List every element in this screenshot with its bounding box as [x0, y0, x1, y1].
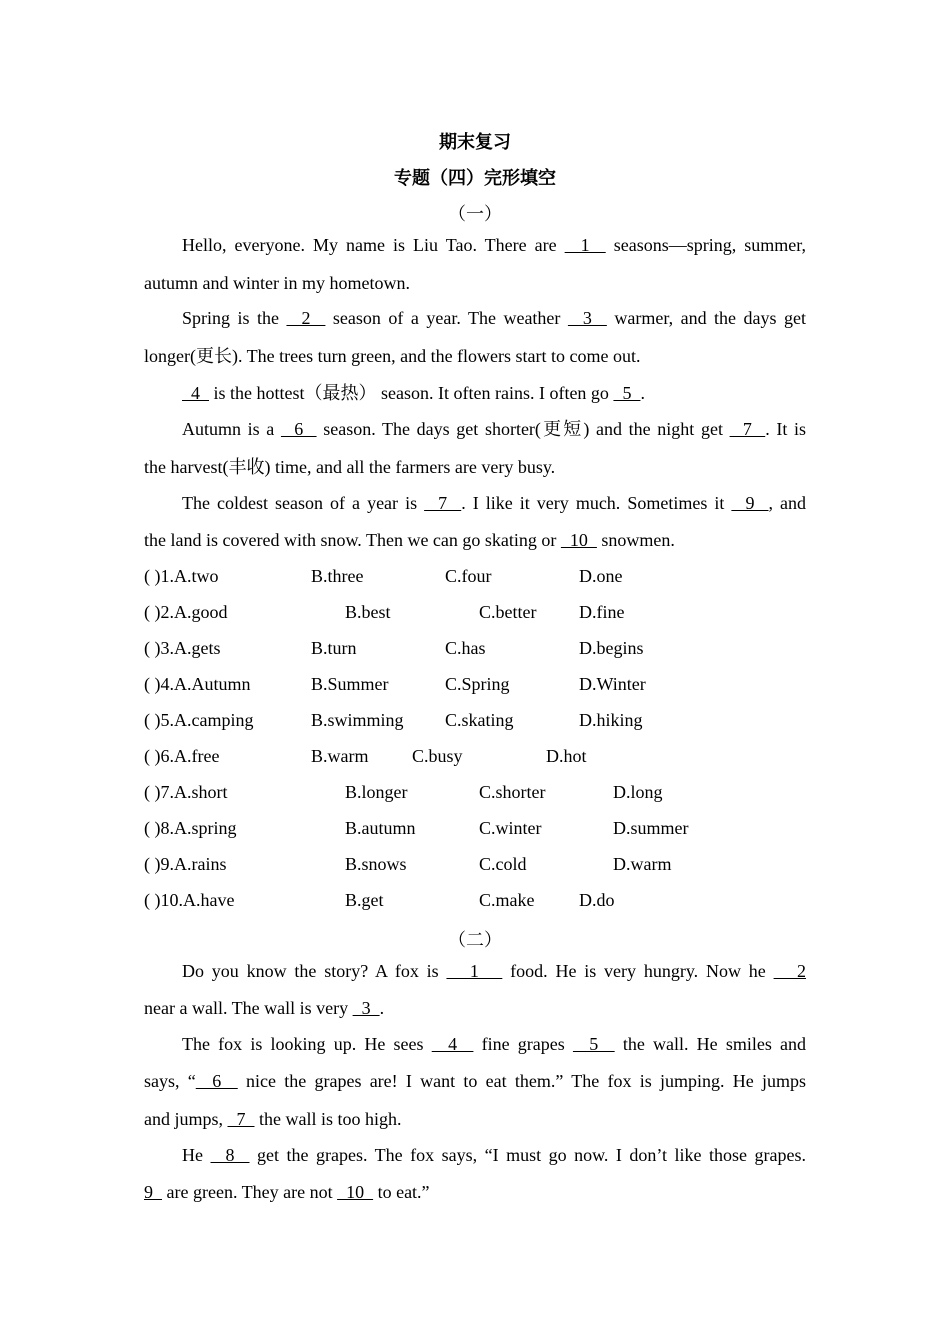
question-option-b: B.get — [345, 890, 384, 910]
page-subtitle: 专题（四）完形填空 — [394, 168, 556, 188]
blank: 2 — [773, 961, 807, 981]
blank: 1 — [446, 961, 503, 981]
passage-text: , and — [768, 493, 807, 513]
passage-text: Do you know the story? A fox is — [182, 961, 447, 981]
passage-text: to eat.” — [373, 1182, 430, 1202]
question-option-d: D.warm — [613, 854, 672, 874]
passage-text: near a wall. The wall is very — [144, 998, 353, 1018]
question-option-b: B.three — [311, 566, 364, 586]
question-option-b: B.best — [345, 602, 391, 622]
blank: 5 — [613, 383, 641, 403]
question-option-c: C.shorter — [479, 782, 546, 802]
passage-text: The fox is looking up. He sees — [182, 1034, 432, 1054]
passage-text: . It is — [765, 419, 807, 439]
question-option-a: ( )1.A.two — [144, 566, 219, 586]
passage-line — [144, 1181, 806, 1203]
passage-text: Autumn is a — [182, 419, 281, 439]
question-option-a: ( )5.A.camping — [144, 710, 254, 730]
question-option-d: D.hot — [546, 746, 587, 766]
question-option-d: D.one — [579, 566, 623, 586]
question-option-c: C.winter — [479, 818, 542, 838]
blank: 4 — [431, 1034, 474, 1054]
passage-text: . — [379, 998, 385, 1018]
passage-text: says, “ — [144, 1071, 196, 1091]
passage-line — [182, 234, 806, 256]
blank: 6 — [280, 419, 317, 439]
passage-text: the wall is too high. — [254, 1109, 402, 1129]
question-option-b: B.longer — [345, 782, 408, 802]
passage-text: He — [182, 1145, 211, 1165]
blank: 7 — [424, 493, 462, 513]
question-option-d: D.long — [613, 782, 663, 802]
passage-text: seasons—spring, summer, — [605, 235, 807, 255]
question-option-b: B.Summer — [311, 674, 389, 694]
question-option-b: B.autumn — [345, 818, 416, 838]
passage-text: nice the grapes are! I want to eat them.” The fox is jumping. He jumps — [237, 1071, 807, 1091]
passage-line — [144, 1108, 806, 1130]
passage-line — [144, 1070, 806, 1092]
question-option-a: ( )8.A.spring — [144, 818, 237, 838]
passage-text: . — [640, 383, 645, 403]
question-option-c: C.cold — [479, 854, 527, 874]
blank: 7 — [227, 1109, 255, 1129]
question-option-c: C.has — [445, 638, 486, 658]
passage-text: get the grapes. The fox says, “I must go now. I don’t like those grapes. — [249, 1145, 807, 1165]
passage-line — [144, 345, 806, 367]
passage-text: warmer, and the days get — [606, 308, 807, 328]
passage-text: and jumps, — [144, 1109, 228, 1129]
question-option-d: D.do — [579, 890, 615, 910]
blank: 3 — [352, 998, 380, 1018]
passage-text: autumn and winter in my hometown. — [144, 273, 410, 293]
passage-text: fine grapes — [473, 1034, 573, 1054]
question-option-c: C.four — [445, 566, 492, 586]
passage-text: are green. They are not — [162, 1182, 338, 1202]
passage-line — [182, 418, 806, 440]
blank: 1 — [564, 235, 606, 255]
passage-text: . I like it very much. Sometimes it — [461, 493, 732, 513]
question-option-d: D.hiking — [579, 710, 643, 730]
question-option-d: D.begins — [579, 638, 644, 658]
question-option-a: ( )7.A.short — [144, 782, 228, 802]
question-option-c: C.skating — [445, 710, 514, 730]
section-2-heading: （二） — [448, 930, 502, 950]
passage-text: season. The days get shorter(更短) and the night get — [316, 419, 730, 439]
passage-line — [182, 307, 806, 329]
page-title: 期末复习 — [439, 132, 511, 152]
question-option-a: ( )9.A.rains — [144, 854, 227, 874]
passage-text: the land is covered with snow. Then we can go skating or — [144, 530, 561, 550]
blank: 9 — [731, 493, 769, 513]
passage-line — [144, 529, 806, 551]
passage-text: Spring is the — [182, 308, 287, 328]
question-option-c: C.make — [479, 890, 535, 910]
passage-text: Hello, everyone. My name is Liu Tao. There are — [182, 235, 565, 255]
blank: 2 — [286, 308, 326, 328]
blank: 10 — [337, 1182, 374, 1202]
question-option-d: D.Winter — [579, 674, 646, 694]
blank: 3 — [567, 308, 607, 328]
blank: 4 — [182, 383, 209, 403]
passage-text: is the hottest（最热） season. It often rains. I often go — [209, 383, 614, 403]
passage-text: season of a year. The weather — [325, 308, 568, 328]
blank: 8 — [210, 1145, 250, 1165]
blank: 6 — [195, 1071, 238, 1091]
blank: 7 — [729, 419, 766, 439]
passage-line — [182, 492, 806, 514]
passage-line — [182, 382, 806, 404]
passage-line — [144, 456, 806, 478]
question-option-a: ( )4.A.Autumn — [144, 674, 251, 694]
question-option-c: C.Spring — [445, 674, 510, 694]
passage-line — [144, 997, 806, 1019]
question-option-d: D.summer — [613, 818, 689, 838]
blank: 5 — [572, 1034, 615, 1054]
passage-text: the harvest(丰收) time, and all the farmers are very busy. — [144, 457, 556, 477]
passage-line — [144, 272, 806, 294]
passage-text: the wall. He smiles and — [614, 1034, 807, 1054]
question-option-d: D.fine — [579, 602, 625, 622]
passage-text: food. He is very hungry. Now he — [502, 961, 774, 981]
blank: 10 — [560, 530, 597, 550]
question-option-b: B.snows — [345, 854, 407, 874]
question-option-b: B.turn — [311, 638, 357, 658]
passage-line — [182, 960, 806, 982]
question-option-b: B.warm — [311, 746, 369, 766]
question-option-a: ( )3.A.gets — [144, 638, 221, 658]
blank: 9 — [144, 1182, 162, 1202]
passage-text: longer(更长). The trees turn green, and the flowers start to come out. — [144, 346, 641, 366]
passage-text: snowmen. — [596, 530, 675, 550]
passage-line — [182, 1144, 806, 1166]
section-1-heading: （一） — [448, 204, 502, 224]
question-option-b: B.swimming — [311, 710, 404, 730]
question-option-a: ( )2.A.good — [144, 602, 228, 622]
passage-line — [182, 1033, 806, 1055]
question-option-c: C.better — [479, 602, 537, 622]
passage-text: The coldest season of a year is — [182, 493, 425, 513]
question-option-a: ( )6.A.free — [144, 746, 220, 766]
question-option-c: C.busy — [412, 746, 463, 766]
question-option-a: ( )10.A.have — [144, 890, 235, 910]
